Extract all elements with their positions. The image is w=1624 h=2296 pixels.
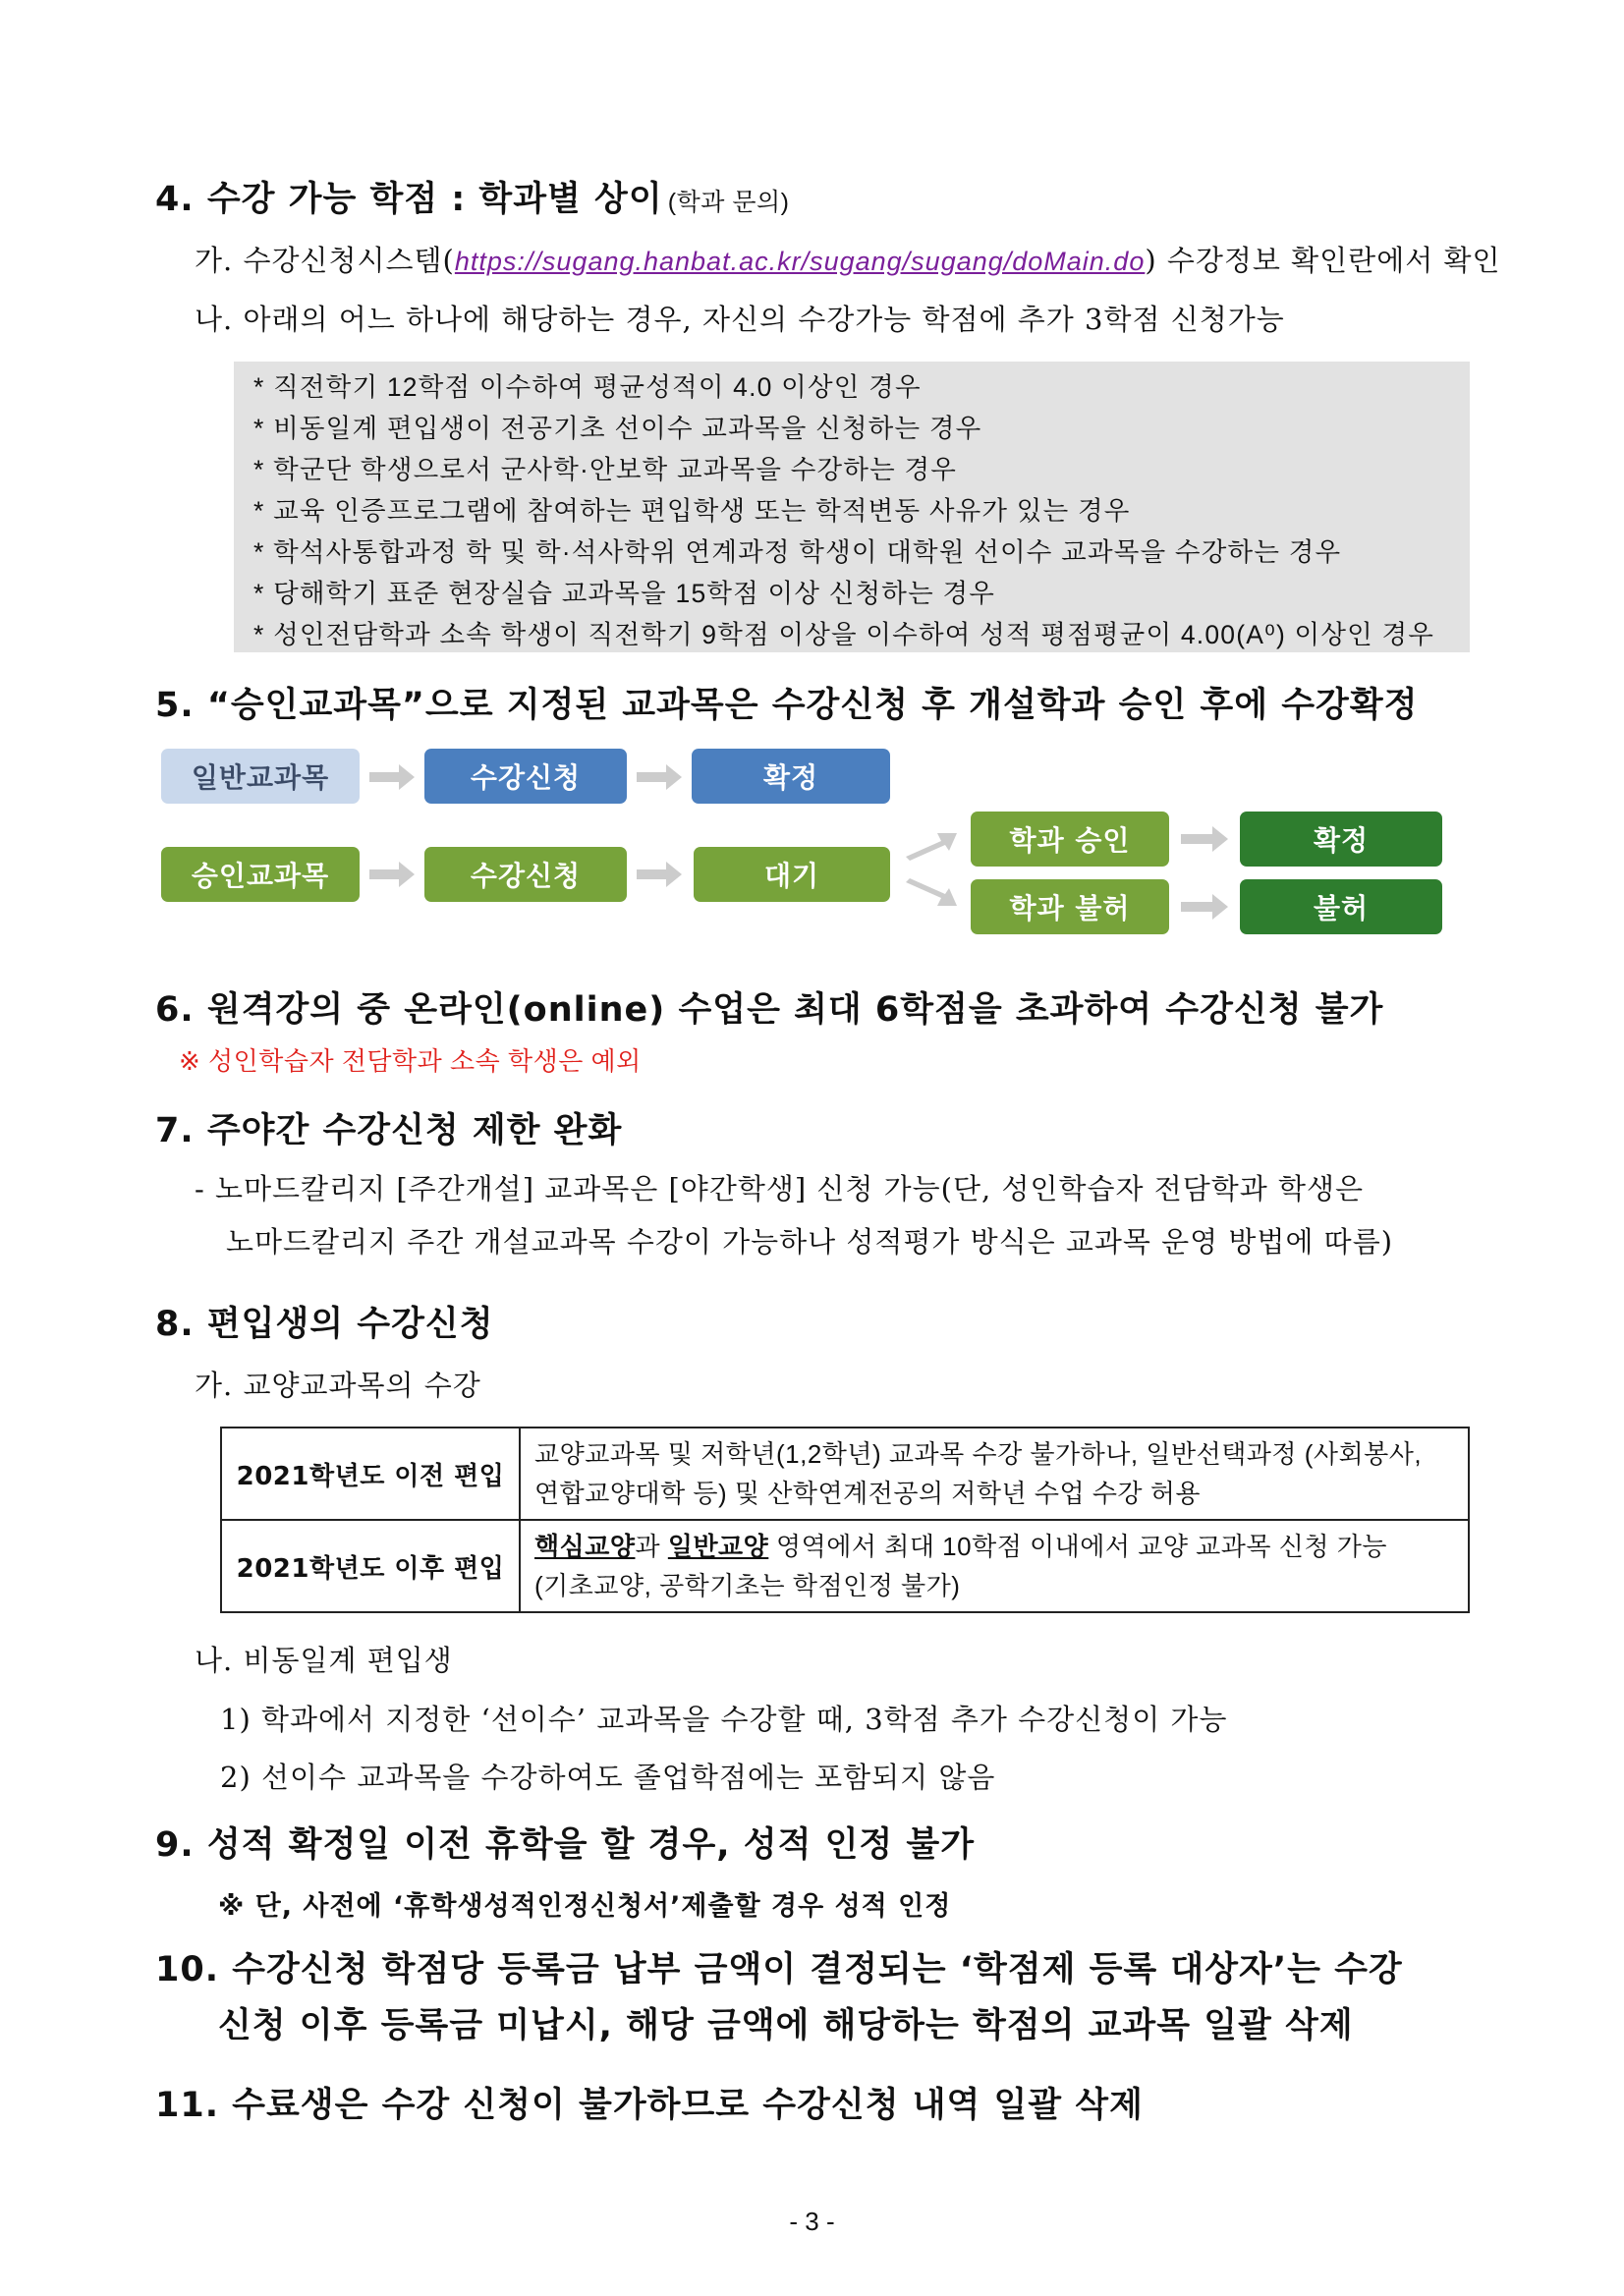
item-a-suffix: ) 수강정보 확인란에서 확인 (1145, 244, 1501, 277)
table-cell-line: (기초교양, 공학기초는 학점인정 불가) (534, 1571, 961, 1600)
flow-apply-1: 수강신청 (424, 749, 627, 804)
arrow-right-icon (369, 862, 415, 887)
sugang-link[interactable]: https://sugang.hanbat.ac.kr/sugang/sugang/doMain.do (454, 247, 1146, 276)
table-row-label: 2021학년도 이후 편입 (221, 1520, 520, 1612)
table-row (221, 1428, 1469, 1520)
section4-title: 4. 수강 가능 학점 : 학과별 상이 (155, 180, 663, 219)
page-number: - 3 - (789, 2207, 835, 2236)
general-liberal-arts: 일반교양 (667, 1532, 769, 1561)
table-cell-line (534, 1527, 1454, 1566)
table-row (221, 1520, 1469, 1612)
section9-title: 9. 성적 확정일 이전 휴학을 할 경우, 성적 인정 불가 (155, 1825, 976, 1865)
flow-dept-approve: 학과 승인 (971, 812, 1169, 867)
item-a-prefix: 가. 수강신청시스템( (195, 244, 455, 277)
condition-item: * 직전학기 12학점 이수하여 평균성적이 4.0 이상인 경우 (253, 372, 922, 402)
section4-title-suffix: (학과 문의) (667, 189, 790, 216)
arrow-right-icon (1181, 826, 1228, 852)
condition-item: * 비동일계 편입생이 전공기초 선이수 교과목을 신청하는 경우 (253, 414, 982, 443)
section7-line2: 노마드칼리지 주간 개설교과목 수강이 가능하나 성적평가 방식은 교과목 운영 방법에 따름) (226, 1225, 1394, 1259)
section5-title: 5. “승인교과목”으로 지정된 교과목은 수강신청 후 개설학과 승인 후에 수강확정 (155, 686, 1419, 725)
flow-approval-course: 승인교과목 (161, 847, 360, 902)
section4-heading (155, 172, 789, 221)
flow-wait: 대기 (694, 847, 890, 902)
condition-item: * 당해학기 표준 현장실습 교과목을 15학점 이상 신청하는 경우 (253, 579, 996, 608)
section8-title: 8. 편입생의 수강신청 (155, 1305, 494, 1344)
section9-note: ※ 단, 사전에 ‘휴학생성적인정신청서’제출할 경우 성적 인정 (218, 1891, 952, 1922)
section4-item-b: 나. 아래의 어느 하나에 해당하는 경우, 자신의 수강가능 학점에 추가 3학점 신청가능 (195, 303, 1285, 336)
section6-title: 6. 원격강의 중 온라인(online) 수업은 최대 6학점을 초과하여 수강신청 불가 (155, 990, 1384, 1030)
section10-line2: 신청 이후 등록금 미납시, 해당 금액에 해당하는 학점의 교과목 일괄 삭제 (218, 2006, 1354, 2045)
table-cell-line: 교양교과목 및 저학년(1,2학년) 교과목 수강 불가하나, 일반선택과정 (사회봉사, (534, 1439, 1423, 1469)
transfer-rules-table (220, 1427, 1470, 1613)
arrow-right-icon (1181, 894, 1228, 920)
section4-item-a (195, 239, 1500, 279)
flow-dept-reject: 학과 불허 (971, 879, 1169, 934)
condition-item: * 교육 인증프로그램에 참여하는 편입학생 또는 학적변동 사유가 있는 경우 (253, 496, 1131, 526)
section8-item-a: 가. 교양교과목의 수강 (195, 1369, 481, 1402)
flow-general-course: 일반교과목 (161, 749, 360, 804)
arrow-right-icon (369, 764, 415, 790)
section6-note: ※ 성인학습자 전담학과 소속 학생은 예외 (179, 1046, 642, 1076)
table-row-value (520, 1428, 1469, 1520)
condition-item: * 학군단 학생으로서 군사학·안보학 교과목을 수강하는 경우 (253, 455, 958, 484)
flow-confirm-1: 확정 (692, 749, 890, 804)
section8-sub2: 2) 선이수 교과목을 수강하여도 졸업학점에는 포함되지 않음 (220, 1761, 996, 1794)
table-cell-line: 연합교양대학 등) 및 산학연계전공의 저학년 수업 수강 허용 (534, 1479, 1202, 1508)
table-row-value (520, 1520, 1469, 1612)
arrow-right-icon (637, 764, 682, 790)
conditions-box (234, 362, 1470, 652)
arrow-down-right-icon (904, 878, 959, 912)
flow-apply-2: 수강신청 (424, 847, 627, 902)
table-row-label: 2021학년도 이전 편입 (221, 1428, 520, 1520)
core-liberal-arts: 핵심교양 (534, 1532, 636, 1561)
conjunction: 과 (635, 1532, 661, 1561)
arrow-right-icon (637, 862, 682, 887)
condition-item: * 학석사통합과정 학 및 학·석사학위 연계과정 학생이 대학원 선이수 교과목을 수강하는 경우 (253, 537, 1342, 567)
section7-line1: - 노마드칼리지 [주간개설] 교과목은 [야간학생] 신청 가능(단, 성인학습자 전담학과 학생은 (195, 1172, 1365, 1205)
arrow-up-right-icon (904, 827, 959, 861)
section11-title: 11. 수료생은 수강 신청이 불가하므로 수강신청 내역 일괄 삭제 (155, 2086, 1144, 2125)
flow-confirm-2: 확정 (1240, 812, 1442, 867)
section8-item-b: 나. 비동일계 편입생 (195, 1644, 453, 1677)
section8-sub1: 1) 학과에서 지정한 ‘선이수’ 교과목을 수강할 때, 3학점 추가 수강신청이 가능 (220, 1703, 1228, 1736)
condition-item: * 성인전담학과 소속 학생이 직전학기 9학점 이상을 이수하여 성적 평점평균이 4.00(A⁰) 이상인 경우 (253, 620, 1435, 649)
table-cell-rest: 영역에서 최대 10학점 이내에서 교양 교과목 신청 가능 (768, 1532, 1387, 1561)
section7-title: 7. 주야간 수강신청 제한 완화 (155, 1111, 623, 1150)
section10-line1: 10. 수강신청 학점당 등록금 납부 금액이 결정되는 ‘학점제 등록 대상자’는 수강 (155, 1950, 1403, 1989)
flow-reject: 불허 (1240, 879, 1442, 934)
